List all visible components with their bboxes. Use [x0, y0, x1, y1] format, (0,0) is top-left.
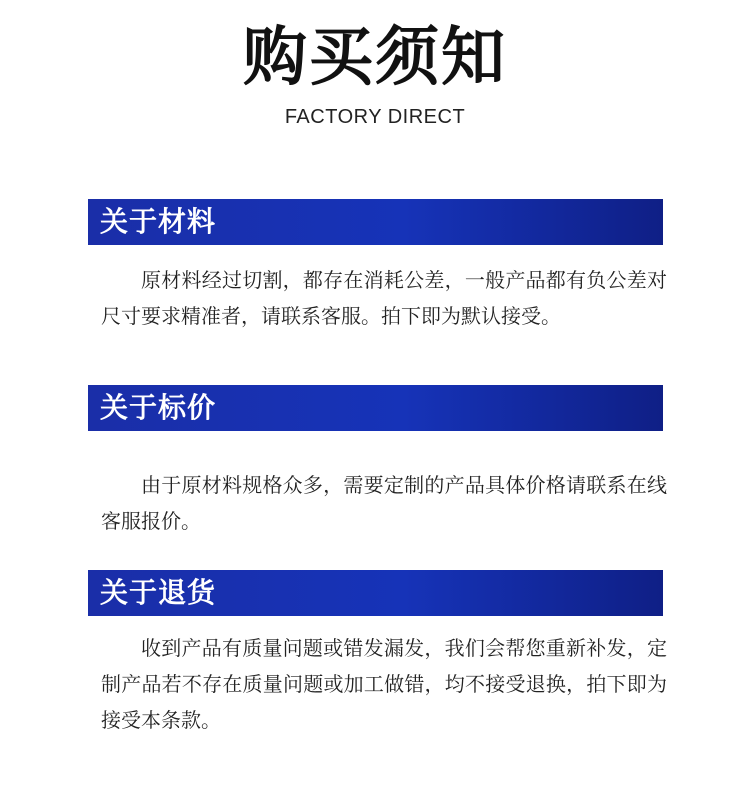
section-body-pricing: 由于原材料规格众多，需要定制的产品具体价格请联系在线客服报价。 [101, 473, 667, 533]
section-heading-returns: 关于退货 [100, 576, 217, 609]
section-header-pricing [88, 385, 663, 431]
section-heading-materials: 关于材料 [100, 205, 217, 238]
section-heading-pricing: 关于标价 [100, 391, 217, 424]
section-header-returns [88, 570, 663, 616]
section-body-materials: 原材料经过切割，都存在消耗公差，一般产品都有负公差对尺寸要求精准者，请联系客服。拍下即为默认接受。 [101, 268, 667, 328]
page-title: 购买须知 [243, 21, 507, 95]
section-body-returns: 收到产品有质量问题或错发漏发，我们会帮您重新补发，定制产品若不存在质量问题或加工做错，均不接受退换，拍下即为接受本条款。 [101, 636, 667, 732]
section-header-materials [88, 199, 663, 245]
page-subtitle: FACTORY DIRECT [284, 106, 466, 128]
